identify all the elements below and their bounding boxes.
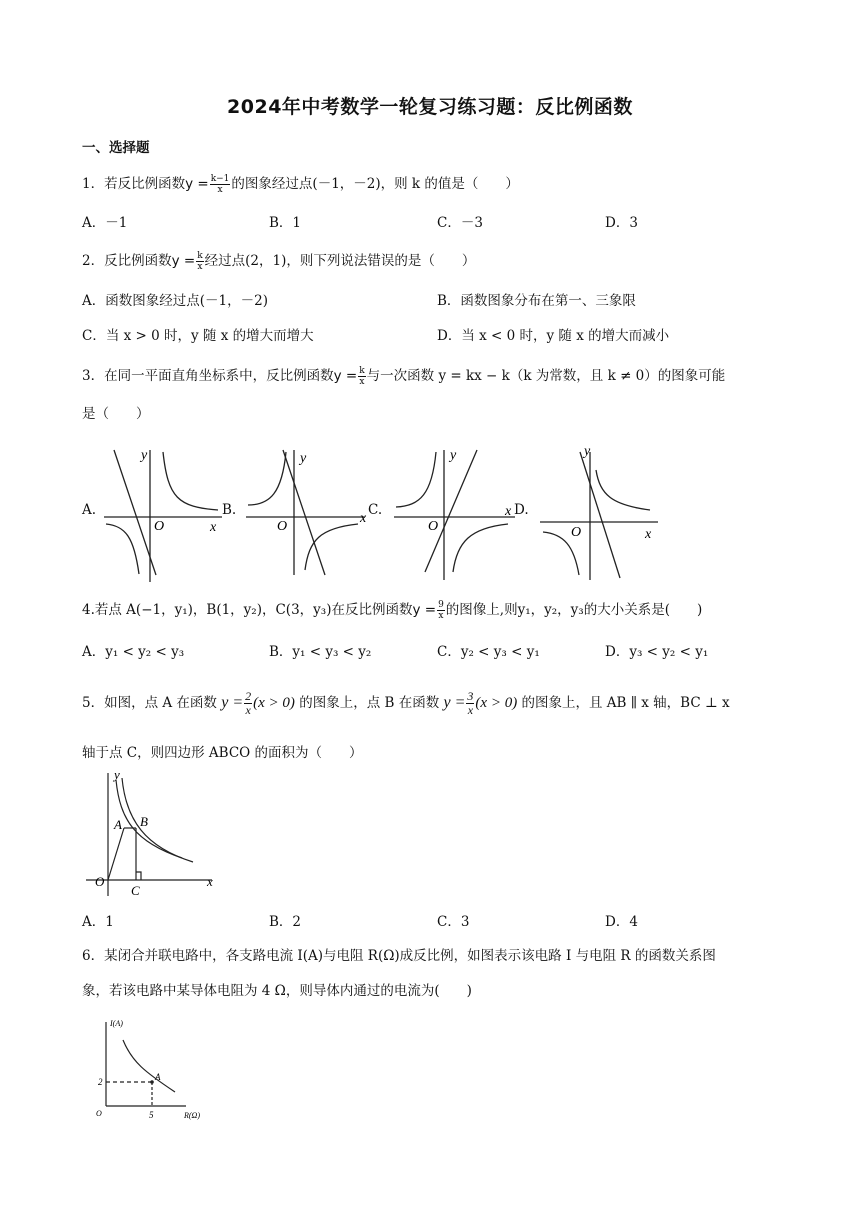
question-5: 5．如图，点 A 在函数 y = $\frac{2}{x}$ (x > 0) 的图象上，点 B 在函数 y = $\frac{3}{x}$ (x > 0) 的图象上，且 AB ∥ x 轴，BC ⊥ x (82, 689, 730, 717)
fraction: $\frac{9}{x}$ (438, 600, 444, 621)
q2-option-a: A．函数图象经过点(－1，－2) (82, 293, 268, 309)
q1-option-d: D．3 (605, 215, 638, 231)
graph-c-x-label: x (505, 504, 512, 519)
question-5-line-2: 轴于点 C，则四边形 ABCO 的面积为（ ） (82, 745, 363, 761)
graph-b-origin: O (277, 519, 288, 534)
q6-y-tick: 2 (98, 1077, 103, 1087)
q6-x-tick: 5 (149, 1110, 154, 1120)
q3-graph-label-a: A. (82, 502, 97, 518)
graph-b-x-label: x (360, 511, 367, 526)
graph-a-x-label: x (210, 520, 217, 535)
fraction: $\frac{3}{x}$ (467, 689, 474, 717)
section-heading: 一、选择题 (82, 140, 150, 156)
fraction: $\frac{k}{x}$ (359, 366, 365, 387)
question-3: 3．在同一平面直角坐标系中，反比例函数y = $\frac{k}{x}$ 与一次函数 y = kx − k（k 为常数，且 k ≠ 0）的图象可能 (82, 366, 726, 387)
q2-option-c: C．当 x > 0 时，y 随 x 的增大而增大 (82, 328, 314, 344)
question-2: 2．反比例函数y = $\frac{k}{x}$ 经过点(2，1)，则下列说法错误的是（ ） (82, 251, 476, 272)
q2-option-b: B．函数图象分布在第一、三象限 (437, 293, 636, 309)
graph-c-origin: O (428, 519, 439, 534)
graph-d-origin: O (571, 525, 582, 540)
q3-graph-label-d: D. (514, 502, 529, 518)
q5-x-label: x (207, 874, 213, 889)
q6-x-label: R(Ω) (184, 1111, 200, 1120)
graph-d-x-label: x (645, 527, 652, 542)
q5-option-d: D．4 (605, 914, 638, 930)
q4-option-b: B．y₁ < y₃ < y₂ (269, 644, 372, 660)
q4-option-d: D．y₃ < y₂ < y₁ (605, 644, 709, 660)
q6-y-label: I(A) (110, 1019, 123, 1028)
q6-origin: O (96, 1109, 102, 1118)
fraction: $\frac{k}{x}$ (197, 251, 203, 272)
q5-point-c: C (131, 883, 140, 898)
q3-graph-label-b: B. (222, 502, 237, 518)
fraction: $\frac{k-1}{x}$ (210, 174, 230, 195)
q4-option-c: C．y₂ < y₃ < y₁ (437, 644, 540, 660)
question-6-line-2: 象，若该电路中某导体电阻为 4 Ω，则导体内通过的电流为( ) (82, 983, 472, 999)
q5-option-c: C．3 (437, 914, 470, 930)
q5-y-label: y (114, 767, 120, 782)
question-6: 6．某闭合并联电路中，各支路电流 I(A)与电阻 R(Ω)成反比例，如图表示该电路 I 与电阻 R 的函数关系图 (82, 948, 716, 964)
q5-option-b: B．2 (269, 914, 302, 930)
q5-origin: O (95, 874, 105, 889)
graph-c-y-label: y (450, 448, 457, 463)
q1-option-a: A．－1 (82, 215, 128, 231)
question-3-line-2: 是（ ） (82, 406, 150, 422)
q5-point-a: A (114, 817, 122, 832)
question-1: 1．若反比例函数y = $\frac{k-1}{x}$ 的图象经过点(－1，－2)，则 k 的值是（ ） (82, 174, 519, 195)
q2-option-d: D．当 x < 0 时，y 随 x 的增大而减小 (437, 328, 670, 344)
q6-point-a: A (155, 1072, 161, 1082)
graph-a-origin: O (154, 519, 165, 534)
graph-b-y-label: y (300, 451, 307, 466)
q1-option-b: B．1 (269, 215, 302, 231)
graph-d-y-label: y (584, 444, 591, 459)
fraction: $\frac{2}{x}$ (245, 689, 252, 717)
graph-a-y-label: y (141, 448, 148, 463)
q5-point-b: B (140, 814, 148, 829)
question-4: 4.若点 A(−1，y₁)，B(1，y₂)，C(3，y₃)在反比例函数y = $\frac{9}{x}$ 的图像上,则y₁，y₂，y₃的大小关系是( ) (82, 600, 703, 621)
q6-point-a-dot (150, 1080, 154, 1084)
q6-curve (123, 1040, 175, 1092)
page-title: 2024年中考数学一轮复习练习题：反比例函数 (227, 96, 633, 118)
q1-option-c: C．－3 (437, 215, 483, 231)
q3-graph-label-c: C. (368, 502, 383, 518)
q4-option-a: A．y₁ < y₂ < y₃ (82, 644, 185, 660)
q5-option-a: A．1 (82, 914, 114, 930)
